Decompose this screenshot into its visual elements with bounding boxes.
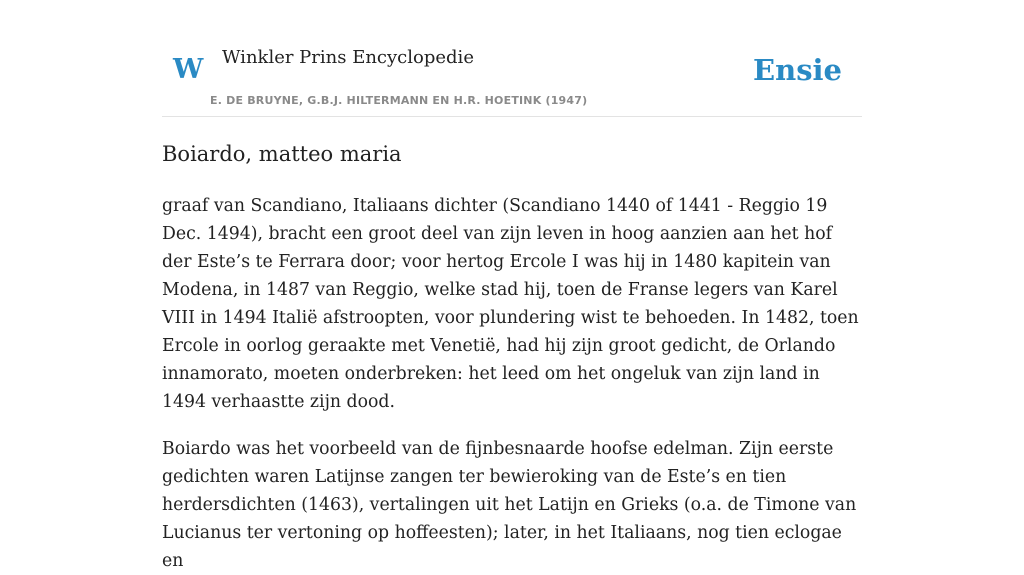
site-title[interactable]: Winkler Prins Encyclopedie: [222, 47, 474, 68]
entry-title: Boiardo, matteo maria: [162, 142, 402, 166]
winkler-prins-logo[interactable]: W: [173, 54, 204, 85]
site-header: [162, 0, 862, 117]
entry-paragraph-2: Boiardo was het voorbeeld van de fijnbesnaarde hoofse edelman. Zijn eerste gedichten waren Latijnse zangen ter bewieroking van de Este’s en tien herdersdichten (1463), vertalingen uit het Latijn en Grieks (o.a. de Timone van Lucianus ter vertoning op hoffeesten); later, in het Italiaans, nog tien eclogae en: [162, 439, 857, 571]
entry-content: [162, 138, 862, 575]
ensie-logo[interactable]: Ensie: [753, 53, 842, 87]
entry-paragraph-1: graaf van Scandiano, Italiaans dichter (Scandiano 1440 of 1441 - Reggio 19 Dec. 1494), bracht een groot deel van zijn leven in hoog aanzien aan het hof der Este’s te Ferrara door; voor hertog Ercole I was hij in 1480 kapitein van Modena, in 1487 van Reggio, welke stad hij, toen de Franse legers van Karel VIII in 1494 Italië afstroopten, voor plundering wist te behoeden. In 1482, toen Ercole in oorlog geraakte met Venetië, had hij zijn groot gedicht, de Orlando innamorato, moeten onderbreken: het leed om het ongeluk van zijn land in 1494 verhaastte zijn dood.: [162, 196, 859, 412]
authors-line: E. DE BRUYNE, G.B.J. HILTERMANN EN H.R. HOETINK (1947): [210, 94, 588, 107]
